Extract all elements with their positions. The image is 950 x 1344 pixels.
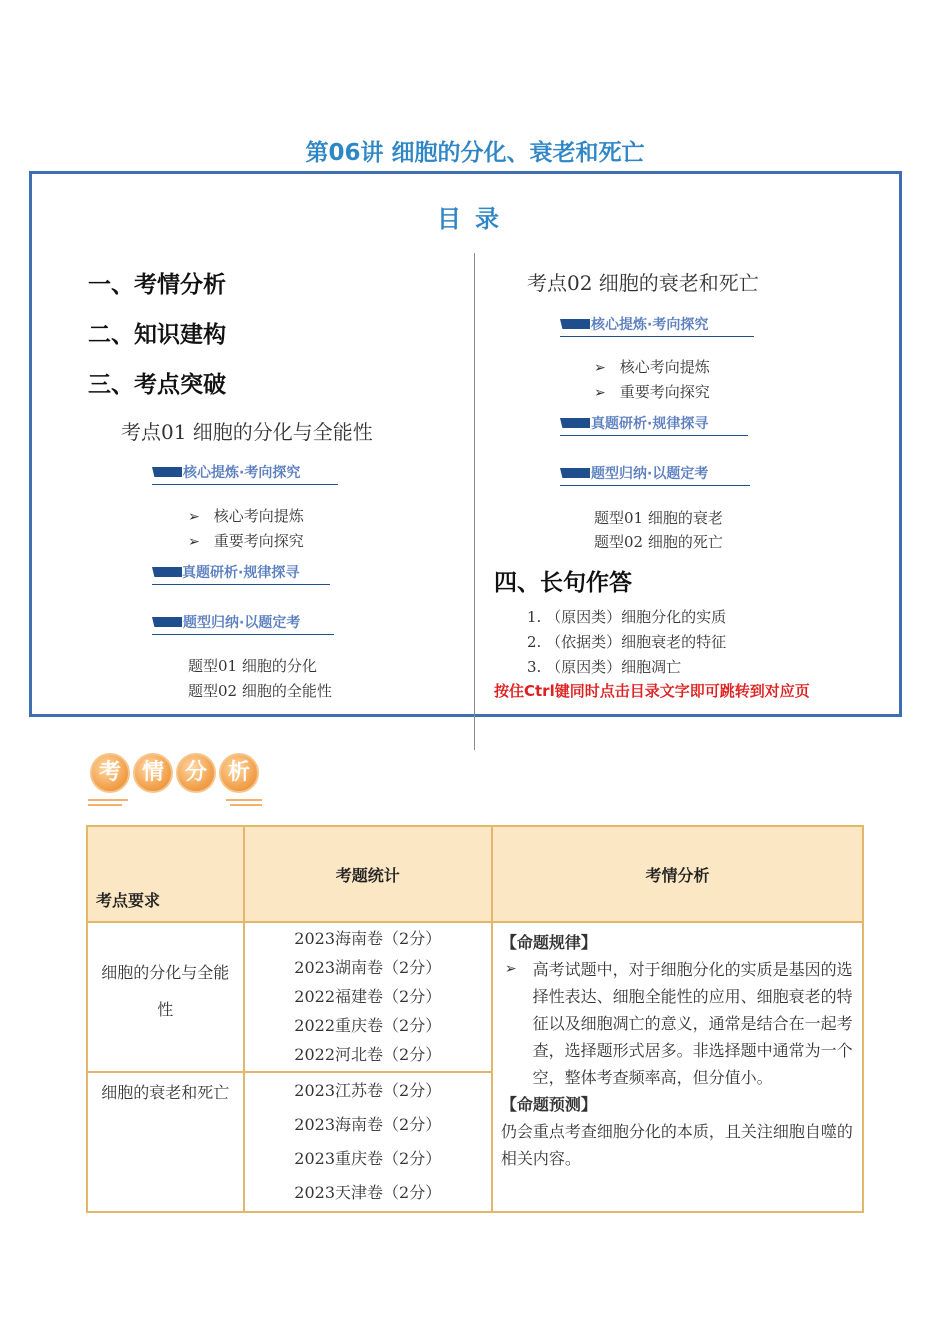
banner-bar-icon xyxy=(152,617,182,627)
header-topic: 考点要求 xyxy=(87,826,244,922)
toc-link-kd1[interactable]: 考点01 细胞的分化与全能性 xyxy=(121,420,373,444)
toc-link-core-1[interactable]: ➢ 核心考向提炼 xyxy=(188,505,304,526)
toc-link-banner-real-1[interactable] xyxy=(152,563,330,585)
toc-link-sec2[interactable]: 二、知识建构 xyxy=(88,322,226,348)
header-analysis: 考情分析 xyxy=(492,826,863,922)
table-row xyxy=(87,922,863,1072)
toc-link-banner-type-2[interactable] xyxy=(560,464,750,486)
years-cell-1: 2023海南卷（2分） 2023湖南卷（2分） 2022福建卷（2分） 2022重庆卷（2分） 2022河北卷（2分） xyxy=(244,922,492,1072)
analysis-cell: 【命题规律】 ➢ 高考试题中，对于细胞分化的实质是基因的选择性表达、细胞全能性的应用、细胞衰老的特征以及细胞凋亡的意义，通常是结合在一起考查，选择题形式居多。非选择题中通常为一个空，整体考查频率高，但分值小。 【命题预测】 仍会重点考查细胞分化的本质，且关注细胞自噬的相关内容。 xyxy=(492,922,863,1212)
toc-link-sec1[interactable]: 一、考情分析 xyxy=(88,272,226,298)
badge-underline xyxy=(230,804,262,806)
banner-label: 核心提炼·考向探究 xyxy=(591,317,709,333)
header-stats: 考题统计 xyxy=(244,826,492,922)
document-title: 第06讲 细胞的分化、衰老和死亡 xyxy=(305,140,645,166)
badge-char: 情 xyxy=(133,753,173,793)
years-cell-2: 2023江苏卷（2分） 2023海南卷（2分） 2023重庆卷（2分） 2023天津卷（2分） xyxy=(244,1072,492,1212)
banner-underline xyxy=(152,584,330,585)
toc-link-type2-left[interactable]: 题型02 细胞的全能性 xyxy=(188,682,332,700)
badge-char: 析 xyxy=(219,753,259,793)
badge-underline xyxy=(88,804,122,806)
banner-label: 核心提炼·考向探究 xyxy=(183,465,301,481)
toc-link-sec4[interactable]: 四、长句作答 xyxy=(494,570,632,596)
toc-link-banner-real-2[interactable] xyxy=(560,414,748,436)
toc-link-banner-core-1[interactable] xyxy=(152,463,338,485)
toc-link-sec3[interactable]: 三、考点突破 xyxy=(88,372,226,398)
toc-divider xyxy=(474,253,475,750)
ctrl-click-hint: 按住Ctrl键同时点击目录文字即可跳转到对应页 xyxy=(494,682,810,700)
toc-link-q3[interactable]: 3. （原因类）细胞凋亡 xyxy=(527,658,682,676)
toc-link-explore-2[interactable]: ➢ 重要考向探究 xyxy=(594,381,710,402)
topic-cell-1: 细胞的分化与全能性 xyxy=(87,922,244,1072)
banner-bar-icon xyxy=(152,467,182,477)
topic-cell-2: 细胞的衰老和死亡 xyxy=(87,1072,244,1212)
badge-char: 分 xyxy=(176,753,216,793)
toc-link-explore-1[interactable]: ➢ 重要考向探究 xyxy=(188,530,304,551)
banner-underline xyxy=(560,336,754,337)
table-header-row xyxy=(87,826,863,922)
exam-analysis-table xyxy=(86,825,864,1213)
toc-link-core-2[interactable]: ➢ 核心考向提炼 xyxy=(594,356,710,377)
toc-link-kd2[interactable]: 考点02 细胞的衰老和死亡 xyxy=(527,271,759,295)
banner-underline xyxy=(152,484,338,485)
toc-link-type2-right[interactable]: 题型02 细胞的死亡 xyxy=(594,533,723,551)
toc-link-banner-type-1[interactable] xyxy=(152,613,334,635)
toc-link-q1[interactable]: 1. （原因类）细胞分化的实质 xyxy=(527,608,727,626)
badge-underline xyxy=(226,799,262,801)
banner-bar-icon xyxy=(560,418,590,428)
banner-label: 题型归纳·以题定考 xyxy=(591,466,709,482)
toc-link-q2[interactable]: 2. （依据类）细胞衰老的特征 xyxy=(527,633,727,651)
banner-label: 真题研析·规律探寻 xyxy=(591,416,709,432)
toc-heading: 目录 xyxy=(437,205,513,233)
banner-label: 题型归纳·以题定考 xyxy=(183,615,301,631)
banner-bar-icon xyxy=(152,567,182,577)
banner-underline xyxy=(152,634,334,635)
arrow-bullet-icon: ➢ xyxy=(504,961,517,977)
banner-label: 真题研析·规律探寻 xyxy=(182,565,300,581)
banner-underline xyxy=(560,435,748,436)
badge-char: 考 xyxy=(90,753,130,793)
toc-link-banner-core-2[interactable] xyxy=(560,315,754,337)
toc-link-type1-left[interactable]: 题型01 细胞的分化 xyxy=(188,657,317,675)
banner-underline xyxy=(560,485,750,486)
banner-bar-icon xyxy=(560,468,590,478)
badge-underline xyxy=(88,799,128,801)
banner-bar-icon xyxy=(560,319,590,329)
toc-link-type1-right[interactable]: 题型01 细胞的衰老 xyxy=(594,509,723,527)
